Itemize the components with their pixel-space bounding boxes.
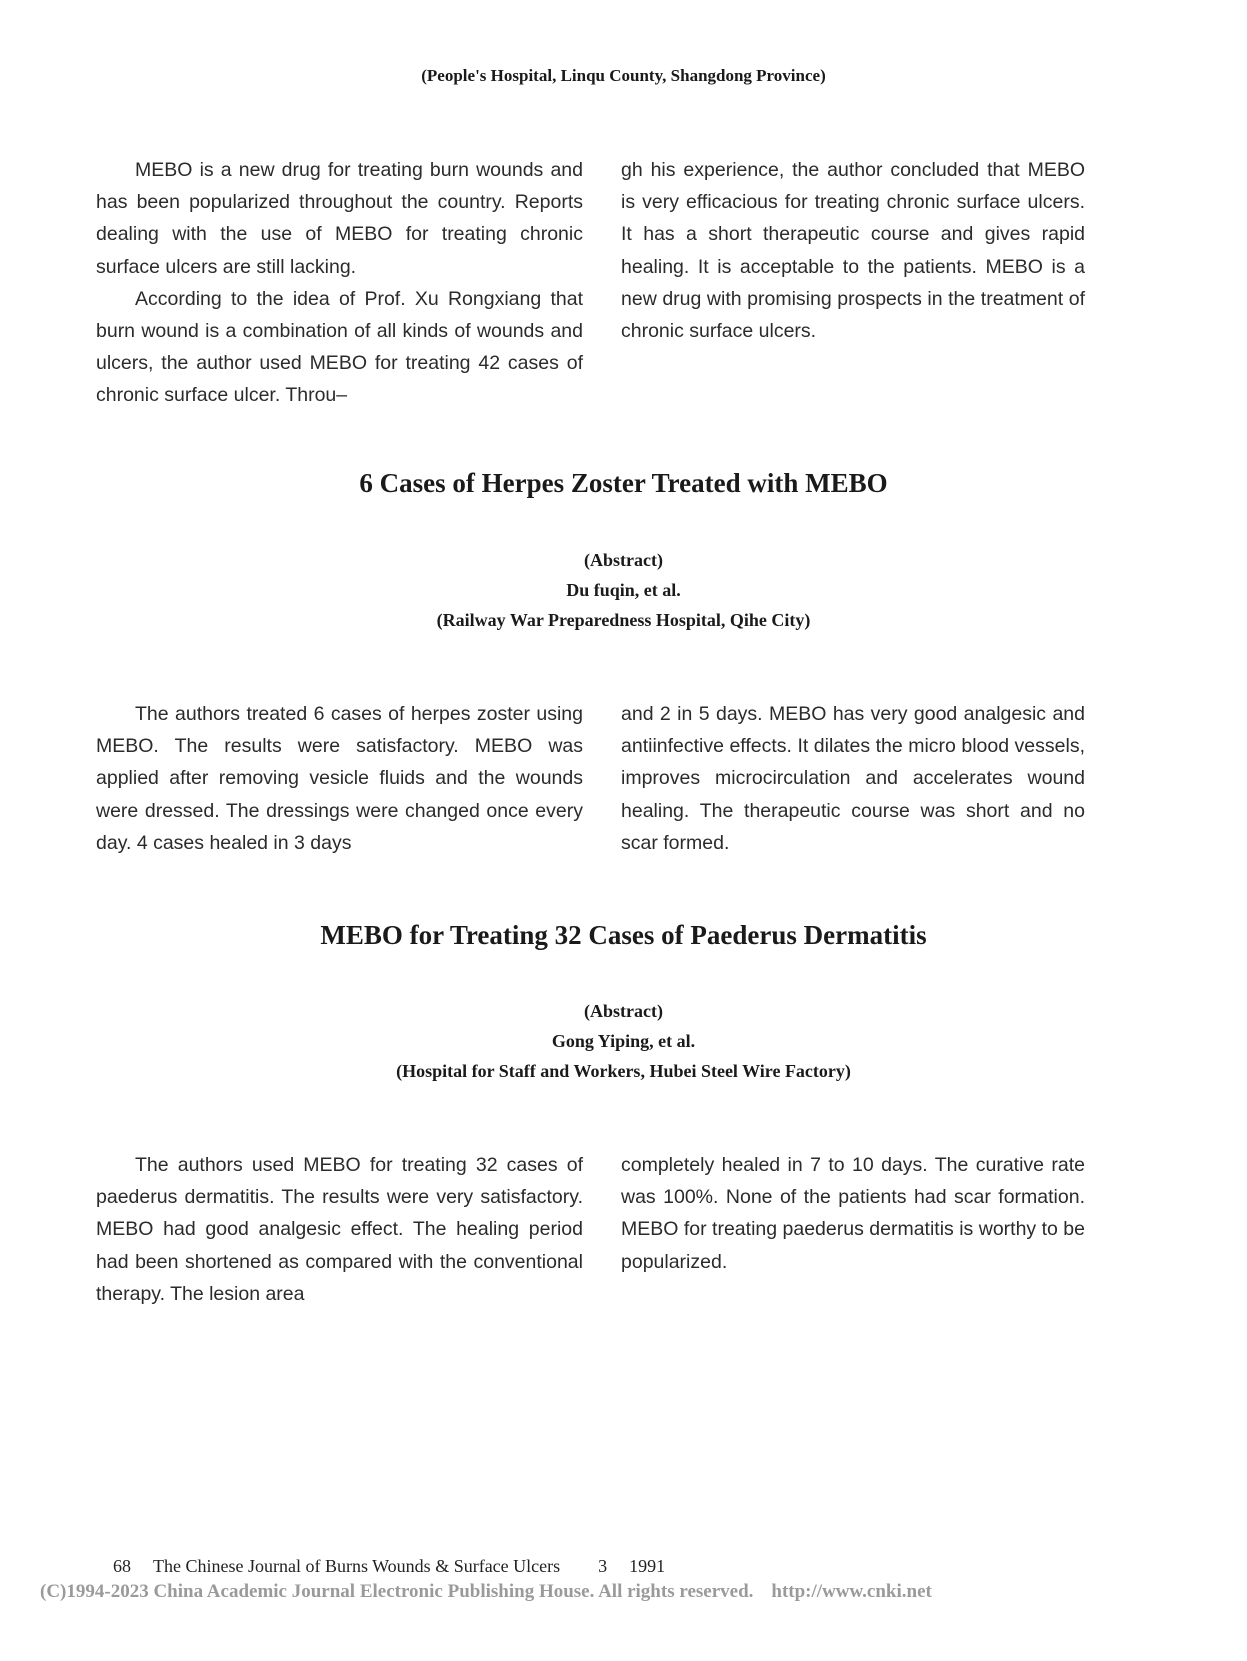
article-meta bbox=[0, 996, 1247, 1086]
journal-name: The Chinese Journal of Burns Wounds & Surface Ulcers bbox=[153, 1556, 561, 1576]
article3-left-column bbox=[96, 1149, 583, 1310]
article2-left-column bbox=[96, 698, 583, 859]
abstract-label: (Abstract) bbox=[584, 550, 663, 570]
copyright-notice: (C)1994-2023 China Academic Journal Electronic Publishing House. All rights reserved. bbox=[40, 1581, 754, 1602]
article1-left-column bbox=[96, 154, 583, 412]
article-affiliation: (Railway War Preparedness Hospital, Qihe City) bbox=[436, 610, 811, 630]
article1-paragraph: According to the idea of Prof. Xu Rongxiang that burn wound is a combination of all kinds of wounds and ulcers, the author used MEBO for treating 42 cases of chronic surface ulcer. Throu– bbox=[96, 287, 583, 407]
article2-paragraph: The authors treated 6 cases of herpes zoster using MEBO. The results were satisfactory. MEBO was applied after removing vesicle fluids and the wounds were dressed. The dressings were changed once every day. 4 cases healed in 3 days bbox=[96, 703, 583, 854]
article1-paragraph: gh his experience, the author concluded that MEBO is very efficacious for treating chronic surface ulcers. It has a short therapeutic course and gives rapid healing. It is acceptable to the patients. MEBO is a new drug with promising prospects in the treatment of chronic surface ulcers. bbox=[621, 159, 1085, 343]
top-affiliation: (People's Hospital, Linqu County, Shangdong Province) bbox=[421, 66, 826, 85]
article-authors: Du fuqin, et al. bbox=[566, 580, 681, 600]
abstract-label: (Abstract) bbox=[584, 1001, 663, 1021]
journal-year: 1991 bbox=[629, 1556, 666, 1576]
copyright-url[interactable]: http://www.cnki.net bbox=[771, 1581, 932, 1602]
article-title: MEBO for Treating 32 Cases of Paederus Dermatitis bbox=[320, 920, 927, 950]
page-footer bbox=[104, 1535, 665, 1577]
article2-right-column bbox=[621, 698, 1085, 859]
journal-issue: 3 bbox=[598, 1556, 608, 1576]
copyright-line bbox=[40, 1581, 932, 1603]
article-authors: Gong Yiping, et al. bbox=[551, 1031, 696, 1051]
article3-paragraph: The authors used MEBO for treating 32 cases of paederus dermatitis. The results were very satisfactory. MEBO had good analgesic effect. The healing period had been shortened as compared with the conventional therapy. The lesion area bbox=[96, 1154, 583, 1305]
article3-right-column bbox=[621, 1149, 1085, 1278]
article-title: 6 Cases of Herpes Zoster Treated with MEBO bbox=[359, 468, 888, 498]
article3-paragraph: completely healed in 7 to 10 days. The curative rate was 100%. None of the patients had scar formation. MEBO for treating paederus dermatitis is worthy to be popularized. bbox=[621, 1154, 1085, 1273]
article1-paragraph: MEBO is a new drug for treating burn wounds and has been popularized throughout the country. Reports dealing with the use of MEBO for treating chronic surface ulcers are still lacking. bbox=[96, 159, 583, 278]
article2-paragraph: and 2 in 5 days. MEBO has very good analgesic and antiinfective effects. It dilates the micro blood vessels, improves microcirculation and accelerates wound healing. The therapeutic course was short and no scar formed. bbox=[621, 703, 1085, 854]
article-affiliation: (Hospital for Staff and Workers, Hubei Steel Wire Factory) bbox=[396, 1061, 851, 1081]
page-number: 68 bbox=[113, 1556, 131, 1576]
article1-right-column bbox=[621, 154, 1085, 347]
article-meta bbox=[0, 545, 1247, 635]
